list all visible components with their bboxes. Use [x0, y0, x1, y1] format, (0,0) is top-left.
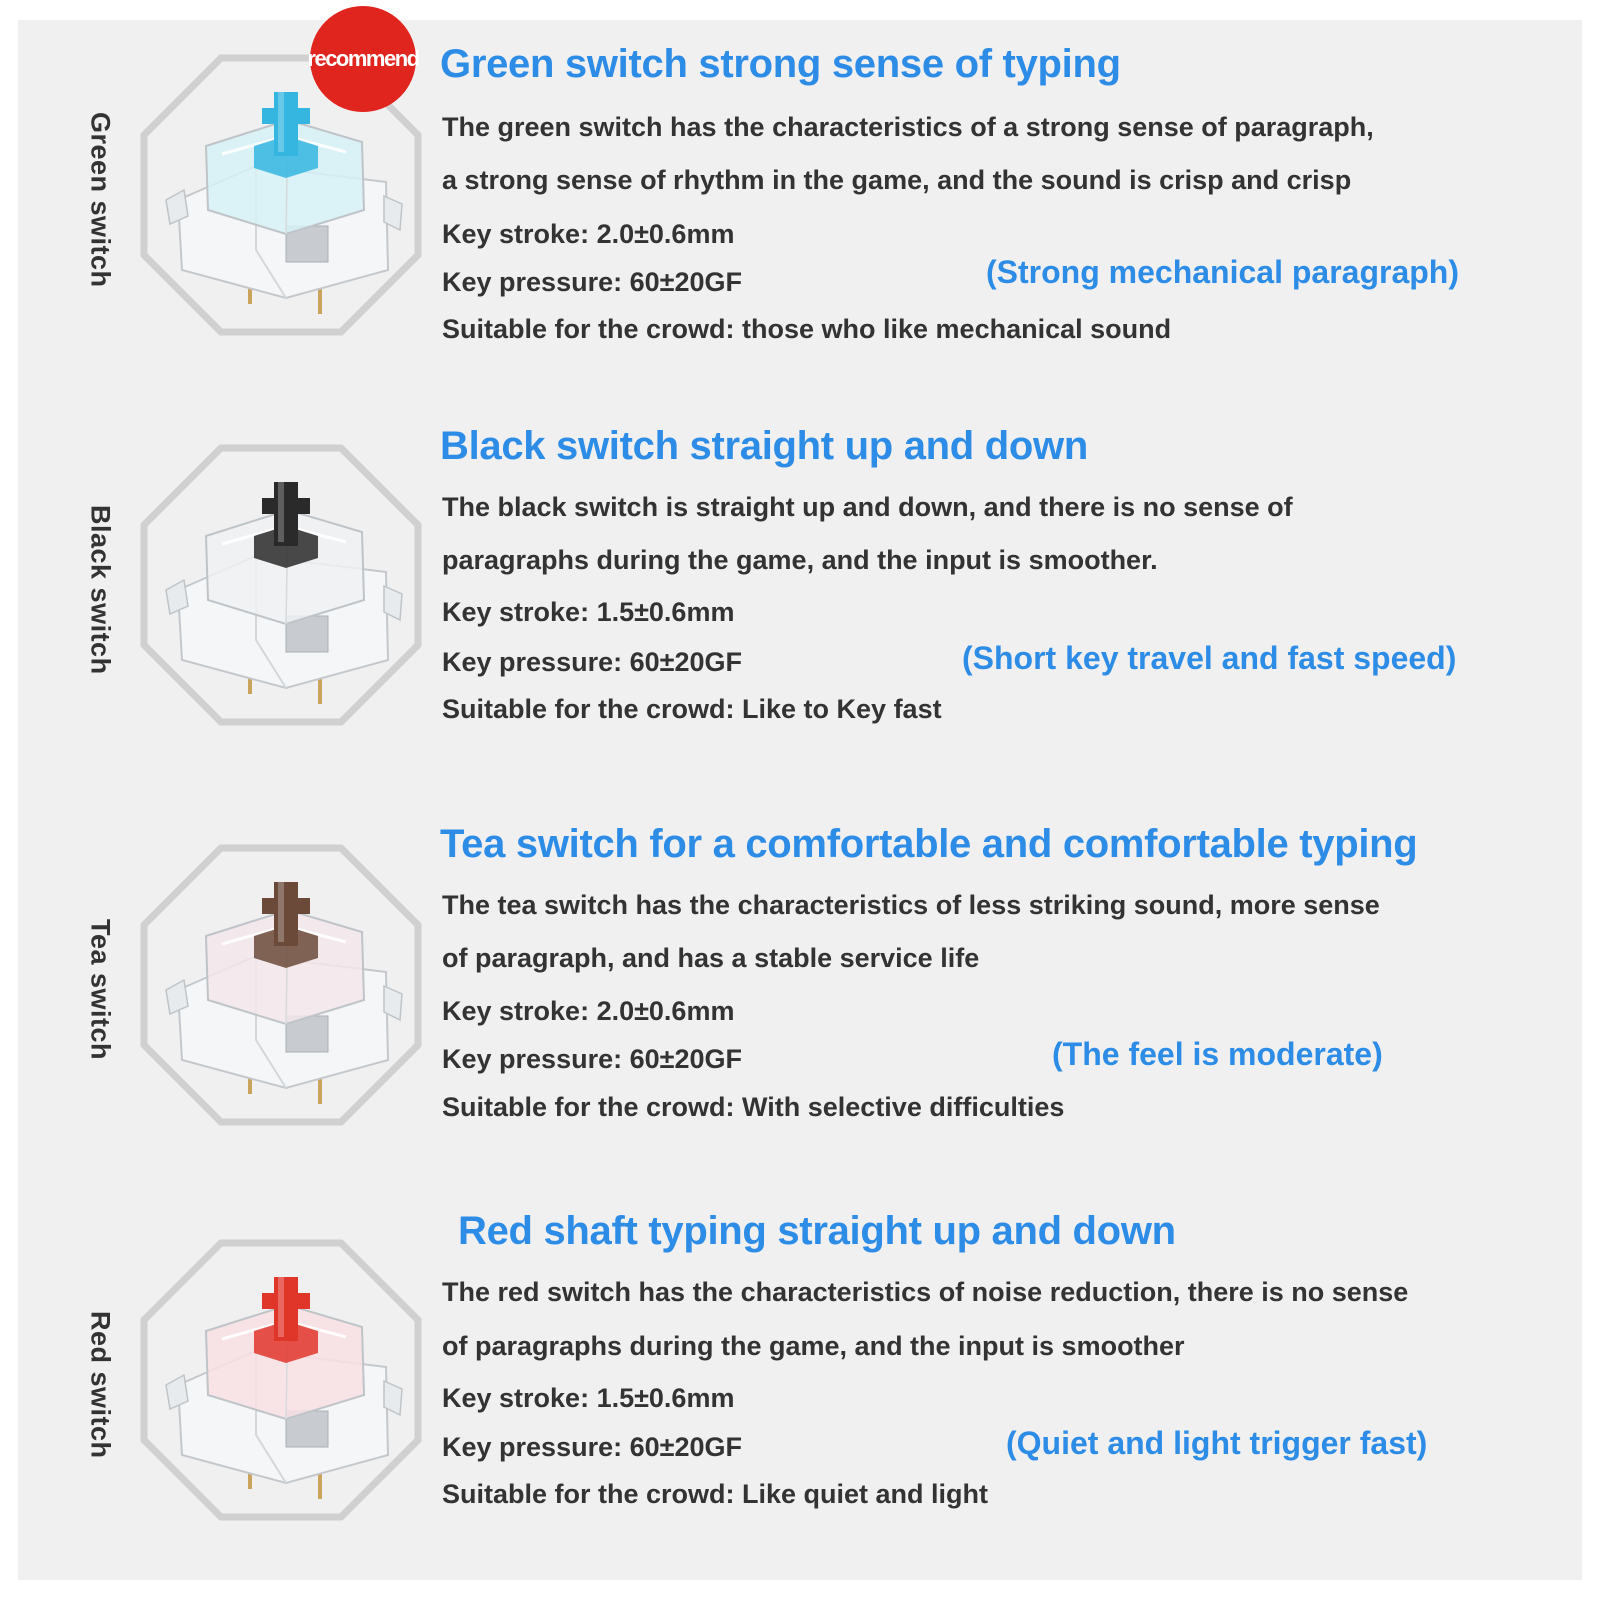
tagline: (The feel is moderate) [1052, 1036, 1383, 1072]
suitable-crowd: Suitable for the crowd: Like quiet and light [442, 1479, 989, 1509]
tagline: (Strong mechanical paragraph) [986, 254, 1459, 290]
suitable-crowd: Suitable for the crowd: those who like mechanical sound [442, 314, 1172, 344]
side-label: Tea switch [85, 919, 116, 1061]
tagline: (Short key travel and fast speed) [962, 640, 1457, 676]
side-label: Black switch [85, 505, 116, 675]
red-switch-icon [136, 1235, 426, 1525]
side-label: Green switch [85, 112, 116, 288]
description-line: The green switch has the characteristics of a strong sense of paragraph, [442, 112, 1374, 142]
key-pressure: Key pressure: 60±20GF [442, 647, 742, 677]
recommend-badge: recommend [310, 6, 416, 112]
section-black-switch [18, 410, 1582, 800]
description-line: The red switch has the characteristics of noise reduction, there is no sense [442, 1277, 1409, 1307]
brown-switch-icon [136, 840, 426, 1130]
description-line: The black switch is straight up and down, and there is no sense of [442, 492, 1293, 522]
tagline: (Quiet and light trigger fast) [1006, 1425, 1428, 1461]
section-title: Black switch straight up and down [440, 424, 1088, 468]
suitable-crowd: Suitable for the crowd: With selective difficulties [442, 1092, 1065, 1122]
section-title: Green switch strong sense of typing [440, 42, 1121, 86]
key-stroke: Key stroke: 2.0±0.6mm [442, 996, 735, 1026]
section-green-switch [18, 20, 1582, 410]
key-stroke: Key stroke: 1.5±0.6mm [442, 1383, 735, 1413]
suitable-crowd: Suitable for the crowd: Like to Key fast [442, 694, 942, 724]
key-pressure: Key pressure: 60±20GF [442, 267, 742, 297]
switch-comparison-panel [18, 20, 1582, 1580]
key-stroke: Key stroke: 2.0±0.6mm [442, 219, 735, 249]
section-title: Tea switch for a comfortable and comfortable typing [440, 822, 1418, 866]
black-switch-icon [136, 440, 426, 730]
section-title: Red shaft typing straight up and down [458, 1209, 1176, 1253]
side-label: Red switch [85, 1311, 116, 1459]
description-line: paragraphs during the game, and the input is smoother. [442, 545, 1158, 575]
section-red-switch [18, 1205, 1582, 1595]
description-line: of paragraph, and has a stable service life [442, 943, 980, 973]
key-stroke: Key stroke: 1.5±0.6mm [442, 597, 735, 627]
description-line: The tea switch has the characteristics of less striking sound, more sense [442, 890, 1380, 920]
section-tea-switch [18, 810, 1582, 1200]
description-line: of paragraphs during the game, and the input is smoother [442, 1331, 1185, 1361]
key-pressure: Key pressure: 60±20GF [442, 1432, 742, 1462]
key-pressure: Key pressure: 60±20GF [442, 1044, 742, 1074]
description-line: a strong sense of rhythm in the game, and the sound is crisp and crisp [442, 165, 1352, 195]
